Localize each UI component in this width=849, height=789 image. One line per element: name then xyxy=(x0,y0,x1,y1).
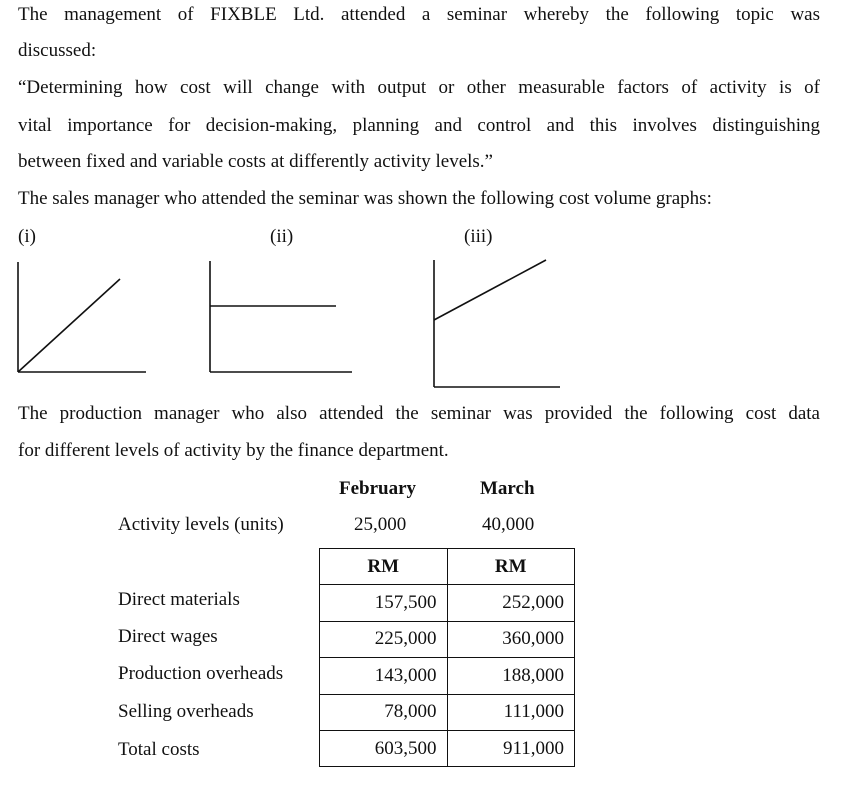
graph-label-iii: (iii) xyxy=(464,226,493,247)
column-header-march: March xyxy=(480,478,535,499)
graph-ii-fixed-cost xyxy=(210,261,352,372)
graph-iii-semi-variable-cost xyxy=(434,260,560,387)
row-label-total-costs: Total costs xyxy=(118,739,200,760)
total-costs-february: 603,500 xyxy=(320,730,448,766)
currency-february: RM xyxy=(320,549,448,585)
table-row xyxy=(320,730,575,766)
column-header-february: February xyxy=(339,478,417,499)
table-row xyxy=(320,621,575,657)
row-label-direct-materials: Direct materials xyxy=(118,589,240,610)
graph-i-variable-cost xyxy=(18,262,146,372)
row-label-selling-overheads: Selling overheads xyxy=(118,701,254,722)
row-label-direct-wages: Direct wages xyxy=(118,626,218,647)
quote-line-2: vital importance for decision-making, planning and control and this involves distinguishing xyxy=(18,115,820,136)
selling-overheads-february: 78,000 xyxy=(320,694,448,730)
activity-march: 40,000 xyxy=(482,514,535,535)
direct-wages-february: 225,000 xyxy=(320,621,448,657)
graph-label-ii: (ii) xyxy=(270,226,294,247)
graph-label-i: (i) xyxy=(18,226,36,247)
table-row xyxy=(320,585,575,621)
sales-manager-line: The sales manager who attended the seminar was shown the following cost volume graphs: xyxy=(18,188,712,209)
graph-i-cost-line xyxy=(18,279,120,372)
graph-iii-cost-line xyxy=(434,260,546,320)
row-label-production-overheads: Production overheads xyxy=(118,663,284,684)
table-row xyxy=(320,658,575,694)
cost-data-table xyxy=(319,548,575,767)
production-overheads-march: 188,000 xyxy=(447,658,575,694)
direct-materials-february: 157,500 xyxy=(320,585,448,621)
quote-line-1: “Determining how cost will change with output or other measurable factors of activity is of xyxy=(18,77,820,98)
production-line-1: The production manager who also attended the seminar was provided the following cost data xyxy=(18,403,820,424)
direct-materials-march: 252,000 xyxy=(447,585,575,621)
selling-overheads-march: 111,000 xyxy=(447,694,575,730)
activity-levels-label: Activity levels (units) xyxy=(118,514,284,535)
production-overheads-february: 143,000 xyxy=(320,658,448,694)
activity-february: 25,000 xyxy=(354,514,407,535)
table-row-currency xyxy=(320,549,575,585)
intro-line-2: discussed: xyxy=(18,40,97,61)
intro-line-1: The management of FIXBLE Ltd. attended a seminar whereby the following topic was xyxy=(18,4,820,25)
production-line-2: for different levels of activity by the finance department. xyxy=(18,440,449,461)
direct-wages-march: 360,000 xyxy=(447,621,575,657)
total-costs-march: 911,000 xyxy=(447,730,575,766)
currency-march: RM xyxy=(447,549,575,585)
quote-line-3: between fixed and variable costs at differently activity levels.” xyxy=(18,151,493,172)
table-row xyxy=(320,694,575,730)
